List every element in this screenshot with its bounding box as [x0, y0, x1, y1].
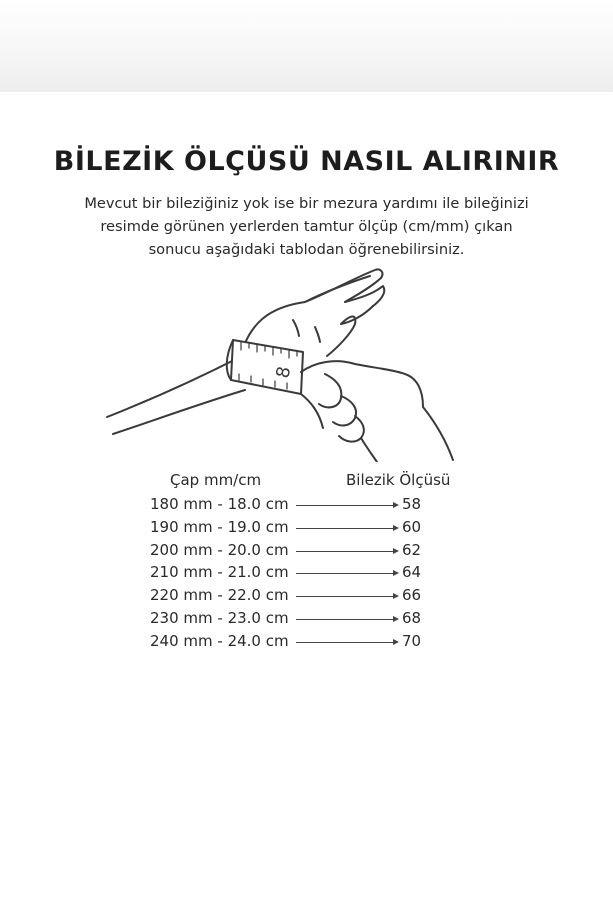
measure-cell: 200 mm - 20.0 cm — [150, 540, 289, 559]
thumb-outline — [327, 317, 355, 357]
measure-cell: 180 mm - 18.0 cm — [150, 495, 289, 513]
holding-hand-outline — [361, 438, 377, 462]
table-row — [0, 609, 613, 632]
arrow-icon — [296, 573, 394, 574]
holding-hand-outline — [423, 407, 453, 460]
size-cell: 60 — [402, 517, 422, 536]
size-cell: 58 — [402, 495, 422, 513]
knuckle-line — [293, 320, 299, 336]
holding-hand-outline — [301, 394, 323, 428]
description — [40, 192, 573, 261]
size-cell: 66 — [402, 586, 422, 605]
arrow-icon — [296, 528, 394, 529]
page-title: BİLEZİK ÖLÇÜSÜ NASIL ALIRINIR — [53, 146, 560, 177]
measure-cell: 210 mm - 21.0 cm — [150, 563, 289, 582]
table-row — [0, 541, 613, 564]
description-line: sonucu aşağıdaki tablodan öğrenebilirsiniz. — [148, 241, 465, 258]
description-line: Mevcut bir bileziğiniz yok ise bir mezura yardımı ile bileğinizi — [84, 195, 529, 212]
table-row — [0, 563, 613, 586]
tape-number: 8 — [272, 364, 296, 381]
table-row — [0, 586, 613, 609]
finger-outline — [341, 306, 373, 324]
arrow-icon — [296, 619, 394, 620]
table-row — [0, 632, 613, 655]
column-header-size: Bilezik Ölçüsü — [346, 471, 451, 489]
size-cell: 64 — [402, 563, 422, 582]
hand-measuring-illustration — [105, 262, 505, 462]
column-header-diameter: Çap mm/cm — [170, 471, 262, 489]
top-band — [0, 0, 613, 92]
holding-hand-outline — [301, 361, 423, 407]
arrow-icon — [296, 551, 394, 552]
arrow-icon — [296, 642, 394, 643]
measure-cell: 220 mm - 22.0 cm — [150, 586, 289, 605]
forearm-outline — [113, 390, 245, 434]
size-cell: 70 — [402, 631, 422, 650]
measuring-tape — [231, 340, 303, 394]
measure-cell: 240 mm - 24.0 cm — [150, 631, 289, 650]
measure-cell: 230 mm - 23.0 cm — [150, 608, 289, 627]
arrow-icon — [296, 596, 394, 597]
measure-cell: 190 mm - 19.0 cm — [150, 517, 289, 536]
forearm-outline — [107, 357, 240, 417]
size-cell: 62 — [402, 540, 422, 559]
table-row — [0, 495, 613, 518]
holding-finger-outline — [319, 374, 341, 407]
arrow-icon — [296, 505, 394, 506]
description-line: resimde görünen yerlerden tamtur ölçüp (cm/mm) çıkan — [100, 218, 513, 235]
size-cell: 68 — [402, 608, 422, 627]
knuckle-line — [315, 327, 320, 342]
size-table — [0, 495, 613, 655]
table-row — [0, 518, 613, 541]
holding-finger-outline — [333, 396, 356, 425]
